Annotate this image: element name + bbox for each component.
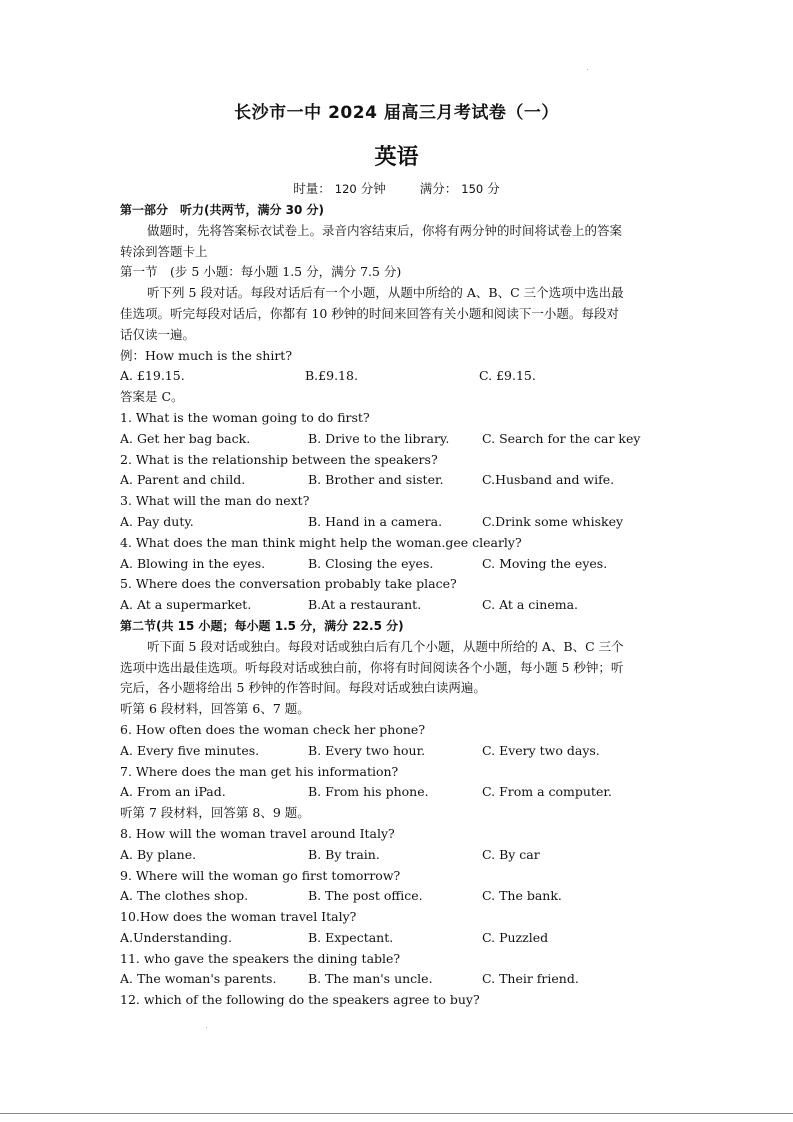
- question-options: [120, 595, 680, 616]
- section2-questions-a: [120, 720, 680, 803]
- question-options: [120, 741, 680, 762]
- option-a: A. At a supermarket.: [120, 597, 252, 613]
- part2-intro-line: 完后，各小题将给出 5 秒钟的作答时间。每段对话或独白读两遍。: [120, 680, 486, 696]
- section1-questions: [120, 408, 680, 616]
- section1-heading: 第一节 (步 5 小题：每小题 1.5 分，满分 7.5 分): [120, 264, 402, 280]
- option-a: A.Understanding.: [120, 929, 232, 945]
- question-options: [120, 429, 680, 450]
- score-label: 满分：: [419, 181, 458, 196]
- option-b: B. Hand in a camera.: [308, 513, 443, 529]
- example-question: 例：How much is the shirt?: [120, 347, 293, 363]
- question-text: 5. Where does the conversation probably take place?: [120, 576, 457, 592]
- part1-heading: 第一部分 听力(共两节，满分 30 分): [120, 203, 325, 217]
- question-text: 7. Where does the man get his information?: [120, 763, 399, 779]
- option-b: B. Expectant.: [308, 929, 394, 945]
- option-b: B. Closing the eyes.: [308, 555, 434, 571]
- question-options: [120, 470, 680, 491]
- material-6-instruction: 听第 6 段材料，回答第 6、7 题。: [120, 701, 310, 717]
- option-a: A. By plane.: [120, 846, 197, 862]
- section2-questions-b: [120, 824, 680, 990]
- exam-title: 长沙市一中 2024 届高三月考试卷（一）: [234, 103, 559, 123]
- option-b: B. The post office.: [308, 888, 423, 904]
- option-c: C. Moving the eyes.: [482, 555, 608, 571]
- option-c: C. Puzzled: [482, 929, 549, 945]
- option-b: B. By train.: [308, 846, 380, 862]
- option-c: C. By car: [482, 846, 540, 862]
- option-c: C. Every two days.: [482, 742, 600, 758]
- question-text: 2. What is the relationship between the speakers?: [120, 451, 438, 467]
- question-text: 4. What does the man think might help the woman.gee clearly?: [120, 534, 522, 550]
- question-text: 9. Where will the woman go first tomorrow?: [120, 867, 401, 883]
- time-label: 时量：: [293, 181, 331, 196]
- option-a: A. The woman's parents.: [120, 971, 277, 987]
- section1-intro-line: 听下列 5 段对话。每段对话后有一个小题，从题中所给的 A、B、C 三个选项中选出最: [147, 285, 624, 301]
- option-b: B. Every two hour.: [308, 742, 426, 758]
- exam-meta: [0, 179, 793, 197]
- subject-title: 英语: [374, 145, 419, 170]
- question-options: [120, 554, 680, 575]
- question-options: [120, 969, 680, 990]
- question-text: 6. How often does the woman check her phone?: [120, 721, 426, 737]
- option-c: C.Husband and wife.: [482, 472, 615, 488]
- option-c: C. Their friend.: [482, 971, 579, 987]
- option-a: A. The clothes shop.: [120, 888, 249, 904]
- section1-intro-line: 佳选项。听完每段对话后，你都有 10 秒钟的时间来回答有关小题和阅读下一小题。每段对: [120, 305, 619, 321]
- question-options: [120, 886, 680, 907]
- question-text: 3. What will the man do next?: [120, 493, 310, 509]
- option-c: C. At a cinema.: [482, 597, 579, 613]
- material-7-instruction: 听第 7 段材料，回答第 8、9 题。: [120, 805, 310, 821]
- option-c: C. From a computer.: [482, 784, 612, 800]
- question-text: 10.How does the woman travel Italy?: [120, 909, 357, 925]
- part2-intro-line: 选项中选出最佳选项。听每段对话或独白前，你将有时间阅读各个小题，每小题 5 秒钟；听: [120, 659, 624, 675]
- part2-heading: 第二节(共 15 小题；每小题 1.5 分，满分 22.5 分): [120, 618, 404, 633]
- scan-speck: [206, 1027, 207, 1028]
- option-b: B. From his phone.: [308, 784, 429, 800]
- part1-intro-line: 做题时，先将答案标衣试卷上。录音内容结束后，你将有两分钟的时间将试卷上的答案: [147, 222, 623, 238]
- option-a: A. From an iPad.: [120, 784, 226, 800]
- option-c: C. Search for the car key: [482, 430, 641, 446]
- option-a: A. Parent and child.: [120, 472, 246, 488]
- section1-intro-line: 话仅读一遍。: [120, 326, 196, 342]
- time-value: 120: [334, 182, 357, 196]
- part1-intro-line: 转涂到答题卡上: [120, 243, 208, 259]
- page-bottom-rule: [0, 1113, 793, 1114]
- option-b: B. Brother and sister.: [308, 472, 444, 488]
- question-12: 12. which of the following do the speakers agree to buy?: [120, 992, 480, 1008]
- score-unit: 分: [487, 181, 500, 196]
- scan-speck: [587, 69, 588, 70]
- score-value: 150: [461, 182, 484, 196]
- question-options: [120, 782, 680, 803]
- option-b: B. Drive to the library.: [308, 430, 450, 446]
- example-answer: 答案是 C。: [120, 389, 184, 405]
- question-options: [120, 928, 680, 949]
- option-a: A. Get her bag back.: [120, 430, 251, 446]
- question-text: 11. who gave the speakers the dining table?: [120, 950, 401, 966]
- option-a: A. Pay duty.: [120, 513, 194, 529]
- question-text: 8. How will the woman travel around Italy?: [120, 825, 395, 841]
- option-a: A. £19.15.: [120, 368, 185, 384]
- exam-content: [120, 200, 680, 1011]
- option-a: A. Blowing in the eyes.: [120, 555, 266, 571]
- question-options: [120, 512, 680, 533]
- option-c: C. The bank.: [482, 888, 562, 904]
- time-unit: 分钟: [360, 181, 386, 196]
- option-b: B.At a restaurant.: [308, 597, 422, 613]
- part2-intro-line: 听下面 5 段对话或独白。每段对话或独白后有几个小题，从题中所给的 A、B、C 三个: [147, 638, 624, 654]
- option-c: C.Drink some whiskey: [482, 513, 624, 529]
- question-text: 1. What is the woman going to do first?: [120, 409, 370, 425]
- question-options: [120, 845, 680, 866]
- option-b: B.£9.18.: [305, 368, 358, 384]
- option-c: C. £9.15.: [479, 368, 536, 384]
- example-options: [120, 366, 680, 387]
- option-a: A. Every five minutes.: [120, 742, 260, 758]
- option-b: B. The man's uncle.: [308, 971, 433, 987]
